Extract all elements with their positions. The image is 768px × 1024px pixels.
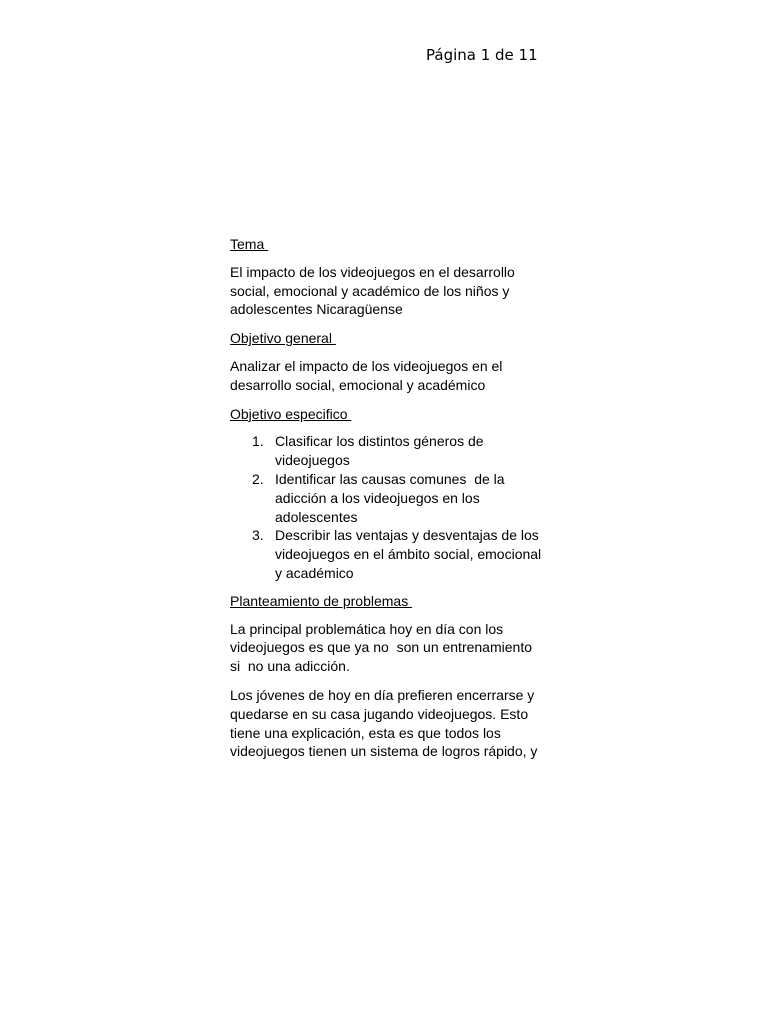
page-number: Página 1 de 11 — [426, 46, 538, 64]
list-item — [230, 526, 546, 582]
list-item — [230, 470, 542, 526]
planteamiento-paragraph: La principal problemática hoy en día con los videojuegos es que ya no son un entrenamiento si no una adicción. — [230, 620, 536, 675]
list-item-text: Clasificar los distintos géneros de videojuegos — [275, 433, 488, 469]
objetivo-especifico-heading: Objetivo especifico — [230, 405, 352, 422]
objetivo-especifico-list — [230, 432, 546, 582]
list-item-number: 1. — [252, 433, 264, 450]
tema-text: El impacto de los videojuegos en el desarrollo social, emocional y académico de los niños y adolescentes Nicaragüense — [230, 263, 519, 318]
tema-heading: Tema — [230, 236, 269, 252]
list-item-text: Describir las ventajas y desventajas de los videojuegos en el ámbito social, emocional y académico — [275, 527, 546, 581]
planteamiento-paragraph: Los jóvenes de hoy en día prefieren encerrarse y quedarse en su casa jugando videojuegos. Esto tiene una explicación, esta es que todos los videojuegos tienen un sistema de logros rápido, y — [230, 686, 539, 760]
document-body — [230, 235, 546, 771]
objetivo-general-text: Analizar el impacto de los videojuegos en el desarrollo social, emocional y académico — [230, 357, 507, 393]
list-item-text: Identificar las causas comunes de la adicción a los videojuegos en los adolescentes — [275, 470, 509, 525]
list-item-number: 2. — [252, 470, 264, 487]
planteamiento-heading: Planteamiento de problemas — [230, 592, 413, 609]
list-item-number: 3. — [252, 527, 264, 544]
objetivo-general-heading: Objetivo general — [230, 330, 336, 347]
list-item — [230, 432, 542, 470]
